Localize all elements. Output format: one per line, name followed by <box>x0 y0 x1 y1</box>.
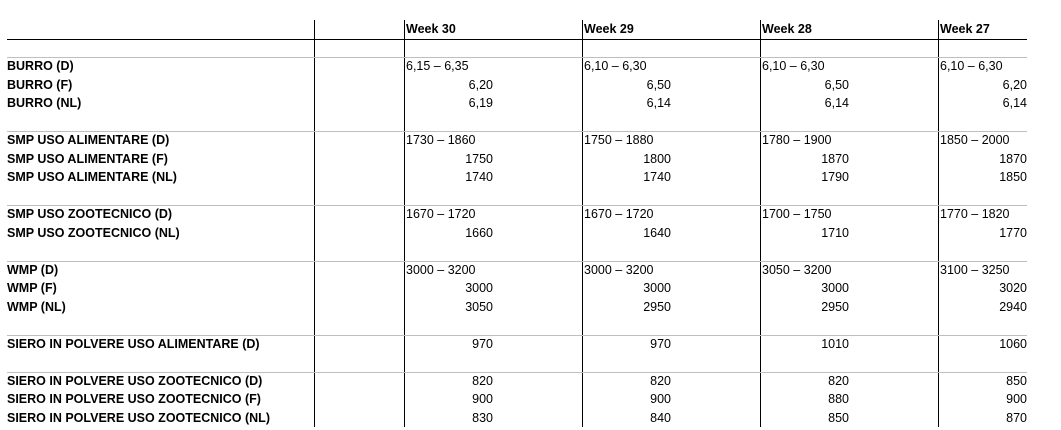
price-cell: 2950 <box>643 299 671 314</box>
price-cell: 6,20 <box>1002 77 1027 92</box>
price-cell: 1850 <box>999 170 1027 184</box>
price-cell: 900 <box>472 392 493 406</box>
price-range-cell: 1850 – 2000 <box>940 133 1010 147</box>
row-label: SMP USO ZOOTECNICO (NL) <box>7 225 180 240</box>
column-header-week: Week 28 <box>762 22 812 36</box>
row-label: BURRO (D) <box>7 59 74 73</box>
row-label: SMP USO ALIMENTARE (F) <box>7 151 168 166</box>
group-separator <box>7 57 1027 58</box>
row-label: BURRO (F) <box>7 77 73 92</box>
price-cell: 1870 <box>999 151 1027 166</box>
price-cell: 6,20 <box>468 77 493 92</box>
price-cell: 850 <box>1006 373 1027 388</box>
label-column-divider <box>314 20 315 427</box>
price-cell: 830 <box>472 410 493 425</box>
price-cell: 1740 <box>465 170 493 184</box>
row-label: BURRO (NL) <box>7 96 82 110</box>
price-cell: 900 <box>650 392 671 406</box>
price-range-cell: 6,15 – 6,35 <box>406 59 469 73</box>
week-column-divider <box>760 20 761 427</box>
price-cell: 1770 <box>999 225 1027 240</box>
price-cell: 3000 <box>465 281 493 295</box>
price-cell: 880 <box>828 392 849 406</box>
price-cell: 3020 <box>999 281 1027 295</box>
price-cell: 900 <box>1006 392 1027 406</box>
price-cell: 1640 <box>643 225 671 240</box>
price-cell: 3000 <box>643 281 671 295</box>
price-cell: 1790 <box>821 170 849 184</box>
price-range-cell: 1780 – 1900 <box>762 133 832 147</box>
price-cell: 820 <box>828 373 849 388</box>
price-cell: 6,50 <box>646 77 671 92</box>
price-cell: 1010 <box>821 336 849 351</box>
price-cell: 970 <box>472 336 493 351</box>
price-cell: 6,14 <box>1002 96 1027 110</box>
price-cell: 850 <box>828 410 849 425</box>
price-cell: 6,14 <box>824 96 849 110</box>
price-range-cell: 3000 – 3200 <box>584 262 654 277</box>
row-label: WMP (F) <box>7 281 57 295</box>
price-cell: 870 <box>1006 410 1027 425</box>
price-range-cell: 3050 – 3200 <box>762 262 832 277</box>
price-cell: 970 <box>650 336 671 351</box>
price-cell: 6,14 <box>646 96 671 110</box>
price-cell: 1800 <box>643 151 671 166</box>
price-cell: 1060 <box>999 336 1027 351</box>
price-range-cell: 1730 – 1860 <box>406 133 476 147</box>
price-cell: 1660 <box>465 225 493 240</box>
price-cell: 6,50 <box>824 77 849 92</box>
row-label: SIERO IN POLVERE USO ZOOTECNICO (F) <box>7 392 261 406</box>
week-column-divider <box>404 20 405 427</box>
price-cell: 820 <box>472 373 493 388</box>
group-separator <box>7 261 1027 262</box>
price-cell: 840 <box>650 410 671 425</box>
row-label: SMP USO ALIMENTARE (D) <box>7 133 170 147</box>
row-label: SIERO IN POLVERE USO ALIMENTARE (D) <box>7 336 260 351</box>
price-cell: 3000 <box>821 281 849 295</box>
price-range-cell: 1670 – 1720 <box>406 207 476 221</box>
price-range-cell: 6,10 – 6,30 <box>940 59 1003 73</box>
price-range-cell: 3000 – 3200 <box>406 262 476 277</box>
price-cell: 820 <box>650 373 671 388</box>
price-cell: 2950 <box>821 299 849 314</box>
price-range-cell: 3100 – 3250 <box>940 262 1010 277</box>
price-cell: 3050 <box>465 299 493 314</box>
price-cell: 6,19 <box>468 96 493 110</box>
row-label: SMP USO ZOOTECNICO (D) <box>7 207 173 221</box>
row-label: SIERO IN POLVERE USO ZOOTECNICO (D) <box>7 373 263 388</box>
price-cell: 1710 <box>821 225 849 240</box>
column-header-week: Week 29 <box>584 22 634 36</box>
price-cell: 1750 <box>465 151 493 166</box>
row-label: SMP USO ALIMENTARE (NL) <box>7 170 177 184</box>
header-underline <box>7 39 1027 40</box>
row-label: SIERO IN POLVERE USO ZOOTECNICO (NL) <box>7 410 270 425</box>
price-cell: 2940 <box>999 299 1027 314</box>
price-cell: 1870 <box>821 151 849 166</box>
price-range-cell: 6,10 – 6,30 <box>584 59 647 73</box>
price-range-cell: 1670 – 1720 <box>584 207 654 221</box>
week-column-divider <box>582 20 583 427</box>
column-header-week: Week 27 <box>940 22 990 36</box>
column-header-week: Week 30 <box>406 22 456 36</box>
row-label: WMP (NL) <box>7 299 66 314</box>
row-label: WMP (D) <box>7 262 59 277</box>
price-range-cell: 6,10 – 6,30 <box>762 59 825 73</box>
price-cell: 1740 <box>643 170 671 184</box>
price-range-cell: 1750 – 1880 <box>584 133 654 147</box>
week-column-divider <box>938 20 939 427</box>
price-range-cell: 1770 – 1820 <box>940 207 1010 221</box>
price-range-cell: 1700 – 1750 <box>762 207 832 221</box>
